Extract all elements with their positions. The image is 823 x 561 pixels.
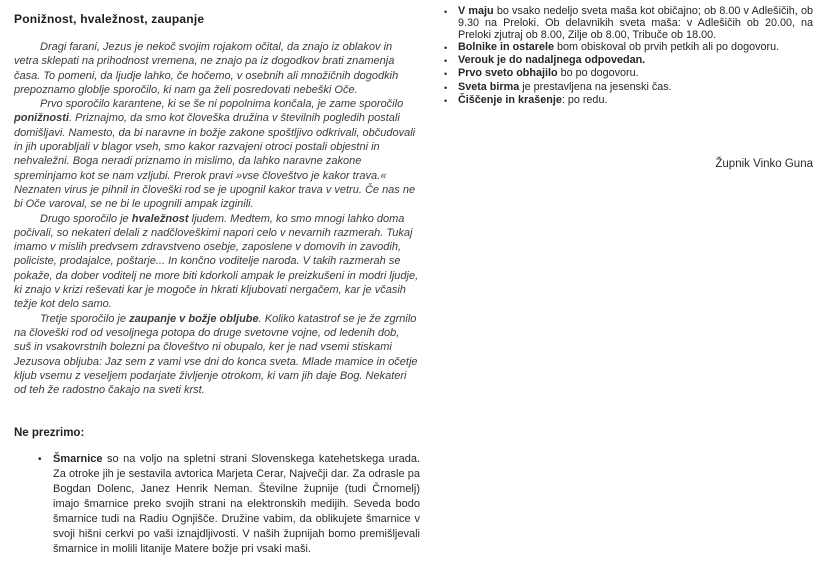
list-item-cleaning [444, 94, 813, 107]
list-item-first-communion [444, 67, 813, 80]
bullet-icon: • [444, 56, 448, 67]
list-item-text: V maju bo vsako nedeljo sveta maša kot običajno; ob 8.00 v Adlešičih, ob 9.30 na Preloki. Ob delavnikih sveta maša: v Adlešičih ob 20.00, na Preloki zjutraj ob 8.00, Zilje ob 8.00, Tribuče ob 18.00. [458, 5, 813, 42]
letter-body [14, 40, 419, 397]
note-heading: Ne prezrimo: [14, 427, 85, 439]
list-item-text: Čiščenje in krašenje: po redu. [458, 93, 608, 106]
letter-paragraph-intro: Dragi farani, Jezus je nekoč svojim rojakom očital, da znajo iz oblakov in vetra sklepati na prihodnost vremena, ne znajo pa iz dogodkov brati znamenja časa. To pomeni, da ljudje lahko, če hočemo, v osebnih ali množičnih dogodkih prepoznamo globlje sporočilo, ki nam ga želi posredovati nebeški Oče. [14, 41, 399, 96]
bullet-icon: • [444, 43, 448, 54]
signature: Župnik Vinko Guna [715, 158, 813, 170]
letter-paragraph-humility: Prvo sporočilo karantene, ki se še ni popolnima končala, je zame sporočilo ponižnosti. Priznajmo, da smo kot človeška družina v številnih pogledih postali domišljavi. Namesto, da bi naravne in božje zakone spoštljivo odkrivali, občudovali in jih uporabljali v blagor vseh, smo kakor razvajeni otroci postali objestni in nehvaležni. Boga neradi priznamo in mislimo, da lahko naravne zakone spreminjamo kot se nam vzljubi. Prerok pravi »vse človeštvo je kakor trava.« Neznaten virus je pihnil in človeški rod se je upognil kakor trava v vetru. Če nas ne bi Oče varoval, se ne bi le upognili ampak izginili. [14, 98, 416, 211]
bullet-icon: • [444, 95, 448, 106]
bullet-icon: • [444, 82, 448, 93]
list-item-text: Verouk je do nadaljnega odpovedan. [458, 54, 646, 67]
list-item-text: Šmarnice so na voljo na spletni strani Slovenskega katehetskega urada. Za otroke jih je sestavila avtorica Marjeta Cerar, Največji dar. Za odrasle pa Bogdan Dolenc, Janez Henrik Neman. Številne župnije (tudi Črnomelj) imajo šmarnice preko svojih strani na elektronskih medijih. Seveda bodo šmarnice tudi na Radiu Ognjišče. Družine vabim, da oblikujete šmarnice v svoji hišni cerkvi po vaši iznajdljivosti. V naših župnijah bomo premišljevali šmarnice in molili litanije Matere božje pri vsaki maši. [53, 453, 420, 555]
list-item-text: Sveta birma je prestavljena na jesenski čas. [458, 80, 672, 93]
list-item-sick-visits [444, 41, 813, 54]
page-title: Ponižnost, hvaležnost, zaupanje [14, 12, 205, 26]
letter-paragraph-gratitude: Drugo sporočilo je hvaležnost ljudem. Medtem, ko smo mnogi lahko doma počivali, so nekateri delali z nadčloveškimi napori celo v nevarnih razmerah. Tukaj imamo v mislih predvsem zdravstveno osebje, zaposlene v domovih in zavodih, policiste, prodajalce, poštarje... In končno voditelje naroda. V takih razmerah se pokaže, da dober voditelj ne more biti kdorkoli ampak le preizkušeni in modri ljudje, ki znajo v krizi reševati kar je mogoče in hkrati kljubovati nergačem, kar je včasih težje kot delo samo. [14, 212, 419, 311]
letter-paragraph-trust: Tretje sporočilo je zaupanje v božje obljube. Koliko katastrof se je že zgrnilo na človeški rod od vesoljnega potopa do druge svetovne vojne, od ledenih dob, suš in vsakovrstnih bolezni pa človeštvo ni obupalo, ker je nad vsemi stiskami Jezusova obljuba: Jaz sem z vami vse dni do konca sveta. Mlade mamice in očetje kljub vsemu z veseljem podarjate življenje otrokom, ki vam jih daje Bog. Nekateri od teh že radostno čakajo na sveti krst. [14, 312, 418, 397]
right-bullet-list [444, 5, 813, 107]
bullet-icon: • [38, 454, 42, 465]
left-bullet-list [38, 452, 420, 557]
bullet-icon: • [444, 7, 448, 17]
list-item-smarnice [38, 452, 420, 557]
bullet-icon: • [444, 69, 448, 80]
list-item-masses [444, 5, 813, 41]
list-item-catechism [444, 54, 813, 67]
list-item-text: Bolnike in ostarele bom obiskoval ob prvih petkih ali po dogovoru. [458, 41, 780, 54]
list-item-confirmation [444, 81, 813, 94]
list-item-text: Prvo sveto obhajilo bo po dogovoru. [458, 67, 639, 80]
